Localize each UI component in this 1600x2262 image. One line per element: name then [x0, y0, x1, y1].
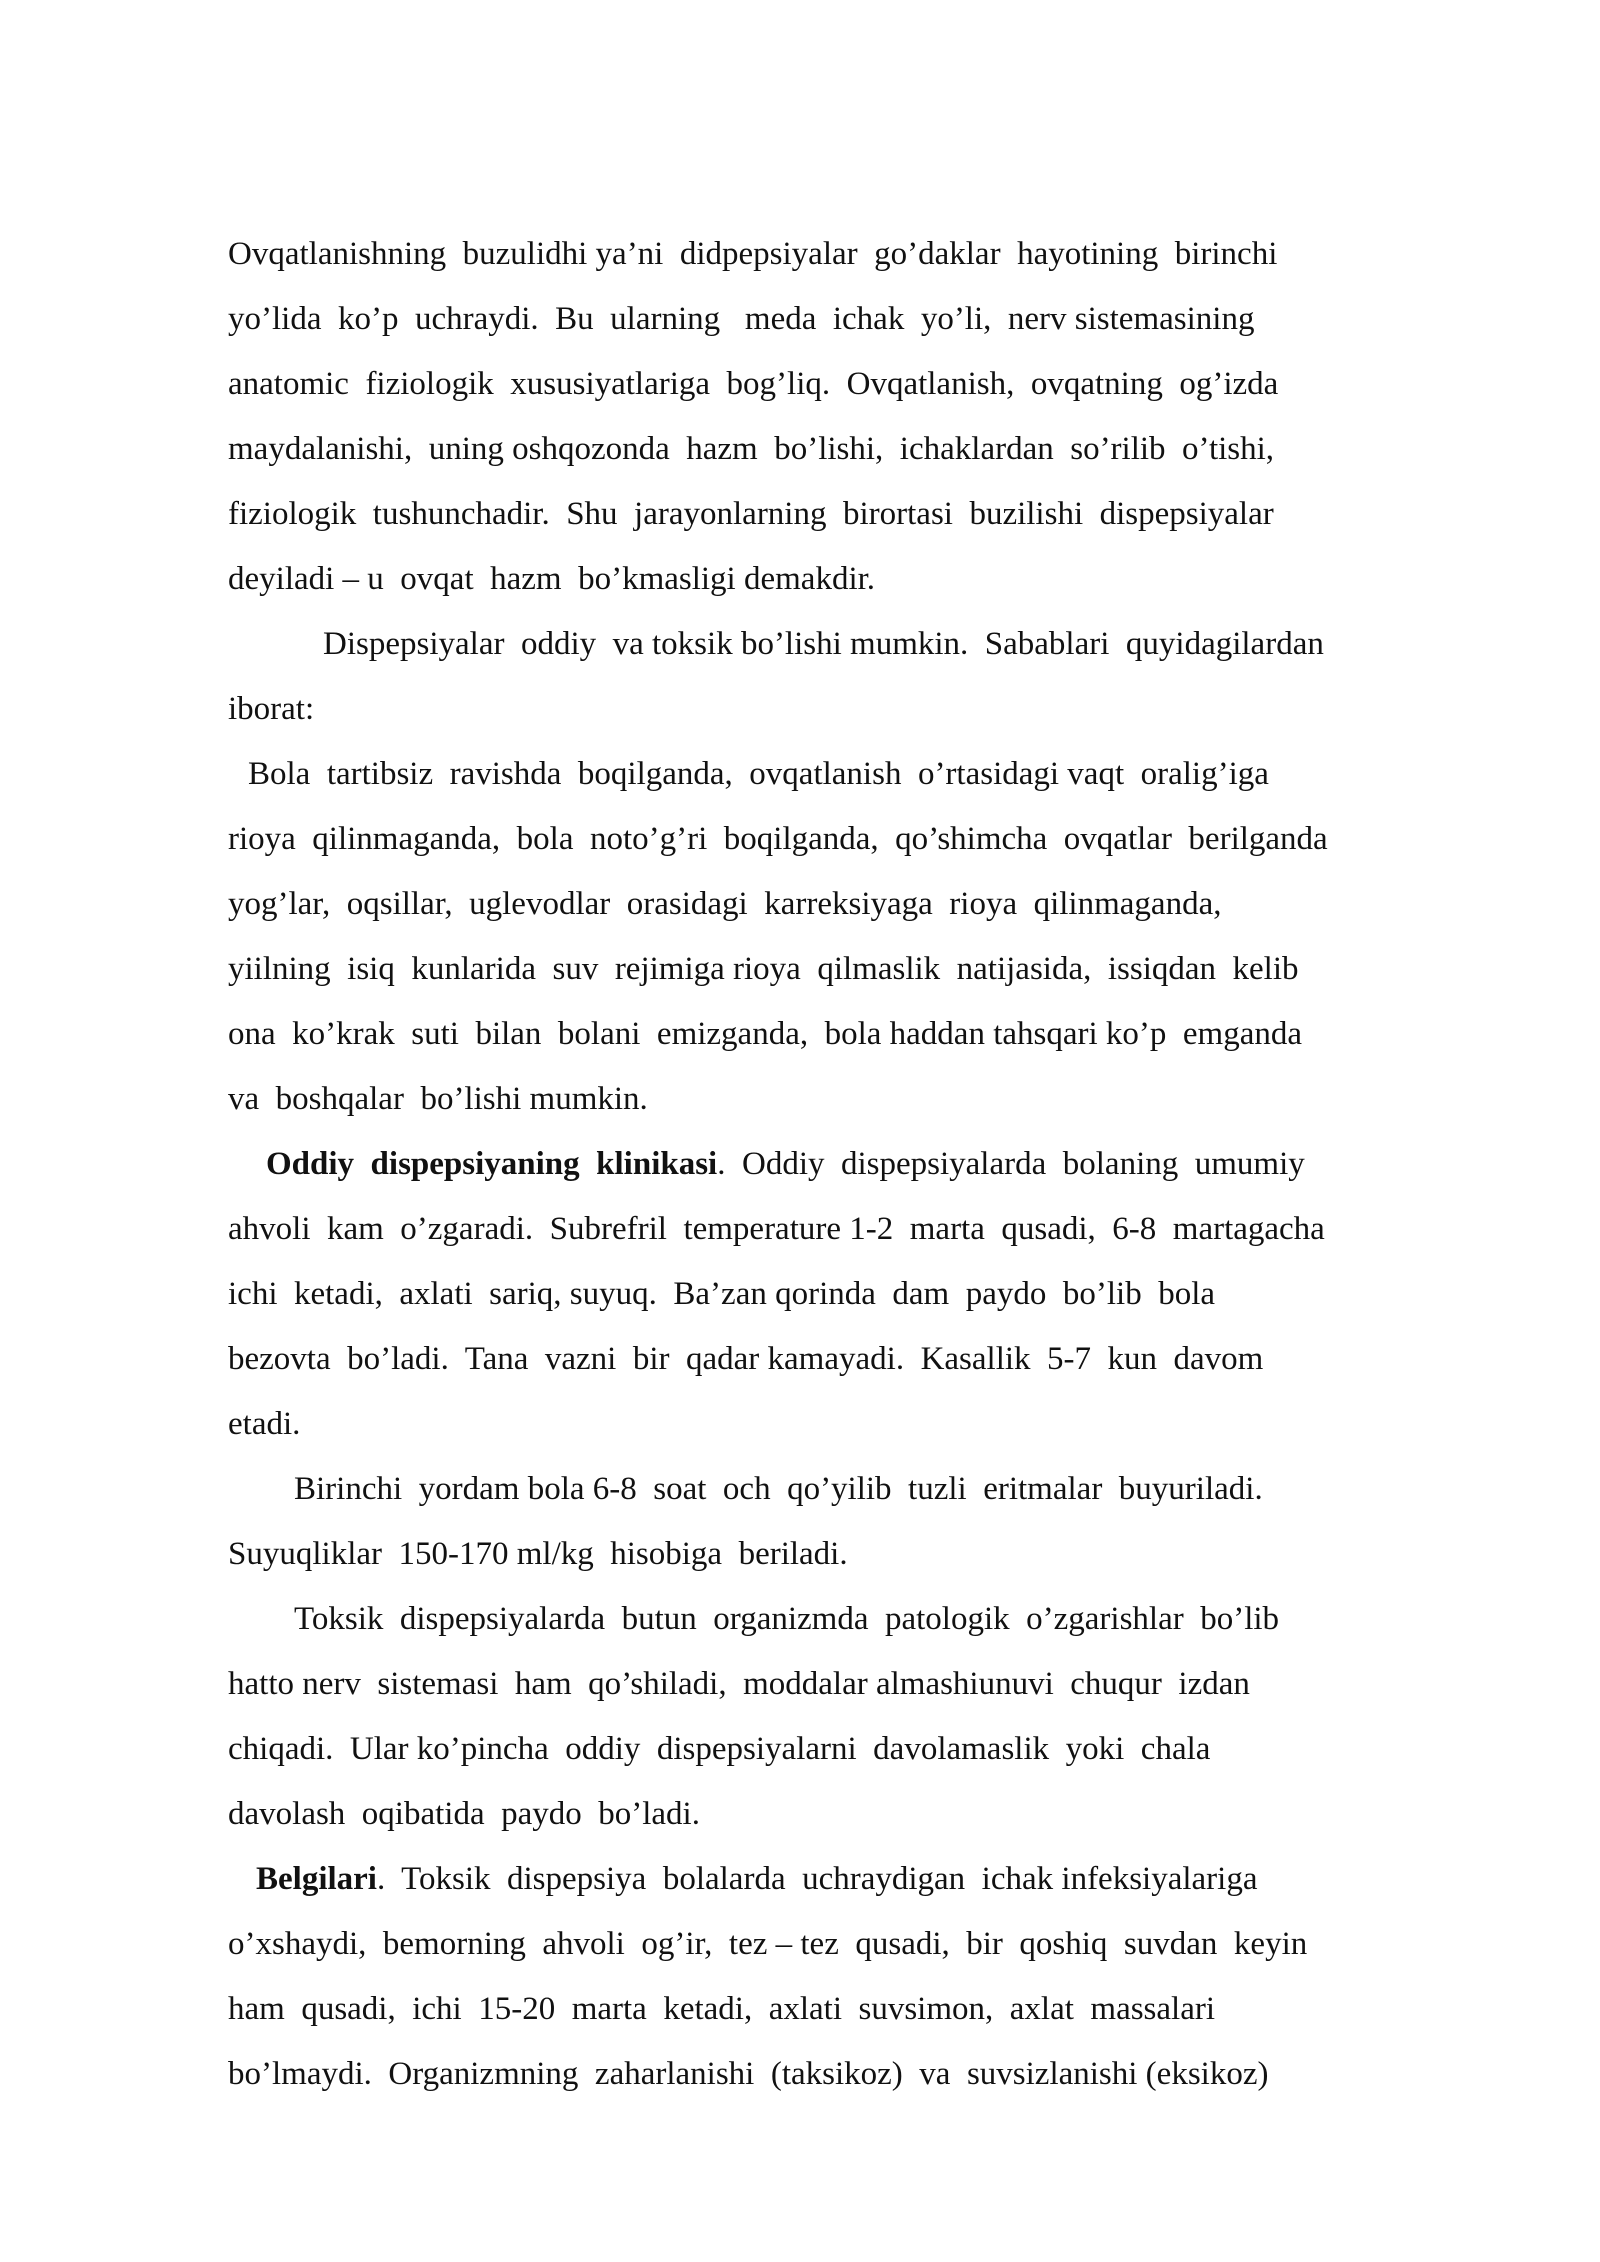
text-line [228, 1262, 1528, 1327]
text-line [228, 1132, 1528, 1197]
text-line [228, 1197, 1528, 1262]
line-text: bo’lmaydi. Organizmning zaharlanishi (taksikoz) va suvsizlanishi (eksikoz) [228, 2056, 1269, 2092]
bold-heading: Belgilari [256, 1861, 377, 1897]
text-line [228, 1782, 1528, 1847]
line-text: deyiladi – u ovqat hazm bo’kmasligi demakdir. [228, 561, 876, 597]
line-text: yo’lida ko’p uchraydi. Bu ularning meda ichak yo’li, nerv sistemasining [228, 301, 1255, 337]
text-line [228, 547, 1528, 612]
line-text: anatomic fiziologik xususiyatlariga bog’liq. Ovqatlanish, ovqatning og’izda [228, 366, 1279, 402]
line-text: ahvoli kam o’zgaradi. Subrefril temperature 1-2 marta qusadi, 6-8 martagacha [228, 1211, 1325, 1247]
text-line [228, 677, 1528, 742]
line-text: . Oddiy dispepsiyalarda bolaning umumiy [717, 1146, 1305, 1182]
line-text: bezovta bo’ladi. Tana vazni bir qadar kamayadi. Kasallik 5-7 kun davom [228, 1341, 1264, 1377]
text-line [228, 1327, 1528, 1392]
line-text: va boshqalar bo’lishi mumkin. [228, 1081, 648, 1117]
text-line [228, 2042, 1528, 2107]
text-line [228, 417, 1528, 482]
bold-heading: Oddiy dispepsiyaning klinikasi [266, 1146, 718, 1182]
document-body [228, 222, 1528, 2107]
line-text: maydalanishi, uning oshqozonda hazm bo’lishi, ichaklardan so’rilib o’tishi, [228, 431, 1275, 467]
text-line [228, 742, 1528, 807]
text-line [228, 1847, 1528, 1912]
text-line [228, 1652, 1528, 1717]
text-line [228, 1912, 1528, 1977]
text-line [228, 872, 1528, 937]
line-text: ona ko’krak suti bilan bolani emizganda, bola haddan tahsqari ko’p emganda [228, 1016, 1303, 1052]
line-text: yiilning isiq kunlarida suv rejimiga rioya qilmaslik natijasida, issiqdan kelib [228, 951, 1299, 987]
text-line [228, 1587, 1528, 1652]
line-text: fiziologik tushunchadir. Shu jarayonlarning birortasi buzilishi dispepsiyalar [228, 496, 1274, 532]
text-line [228, 612, 1528, 677]
line-text: hatto nerv sistemasi ham qo’shiladi, moddalar almashiunuvi chuqur izdan [228, 1666, 1250, 1702]
text-line [228, 1977, 1528, 2042]
line-text: davolash oqibatida paydo bo’ladi. [228, 1796, 700, 1832]
line-text: rioya qilinmaganda, bola noto’g’ri boqilganda, qo’shimcha ovqatlar berilganda [228, 821, 1328, 857]
line-text: iborat: [228, 691, 315, 727]
line-text: Bola tartibsiz ravishda boqilganda, ovqatlanish o’rtasidagi vaqt oralig’iga [248, 756, 1269, 792]
line-text: Suyuqliklar 150-170 ml/kg hisobiga beriladi. [228, 1536, 848, 1572]
line-text: Dispepsiyalar oddiy va toksik bo’lishi mumkin. Sabablari quyidagilardan [323, 626, 1324, 662]
text-line [228, 1392, 1528, 1457]
text-line [228, 482, 1528, 547]
text-line [228, 937, 1528, 1002]
line-text: ichi ketadi, axlati sariq, suyuq. Ba’zan qorinda dam paydo bo’lib bola [228, 1276, 1216, 1312]
text-line [228, 1717, 1528, 1782]
text-line [228, 807, 1528, 872]
text-line [228, 1522, 1528, 1587]
line-text: ham qusadi, ichi 15-20 marta ketadi, axlati suvsimon, axlat massalari [228, 1991, 1216, 2027]
line-text: Toksik dispepsiyalarda butun organizmda patologik o’zgarishlar bo’lib [294, 1601, 1280, 1637]
text-line [228, 1002, 1528, 1067]
line-text: chiqadi. Ular ko’pincha oddiy dispepsiyalarni davolamaslik yoki chala [228, 1731, 1211, 1767]
text-line [228, 287, 1528, 352]
line-text: . Toksik dispepsiya bolalarda uchraydigan ichak infeksiyalariga [376, 1861, 1258, 1897]
line-text: Birinchi yordam bola 6-8 soat och qo’yilib tuzli eritmalar buyuriladi. [294, 1471, 1263, 1507]
text-line [228, 222, 1528, 287]
text-line [228, 1067, 1528, 1132]
line-text: o’xshaydi, bemorning ahvoli og’ir, tez – tez qusadi, bir qoshiq suvdan keyin [228, 1926, 1308, 1962]
text-line [228, 352, 1528, 417]
line-text: etadi. [228, 1406, 301, 1442]
line-text: Ovqatlanishning buzulidhi ya’ni didpepsiyalar go’daklar hayotining birinchi [228, 236, 1278, 272]
line-text: yog’lar, oqsillar, uglevodlar orasidagi karreksiyaga rioya qilinmaganda, [228, 886, 1222, 922]
text-line [228, 1457, 1528, 1522]
